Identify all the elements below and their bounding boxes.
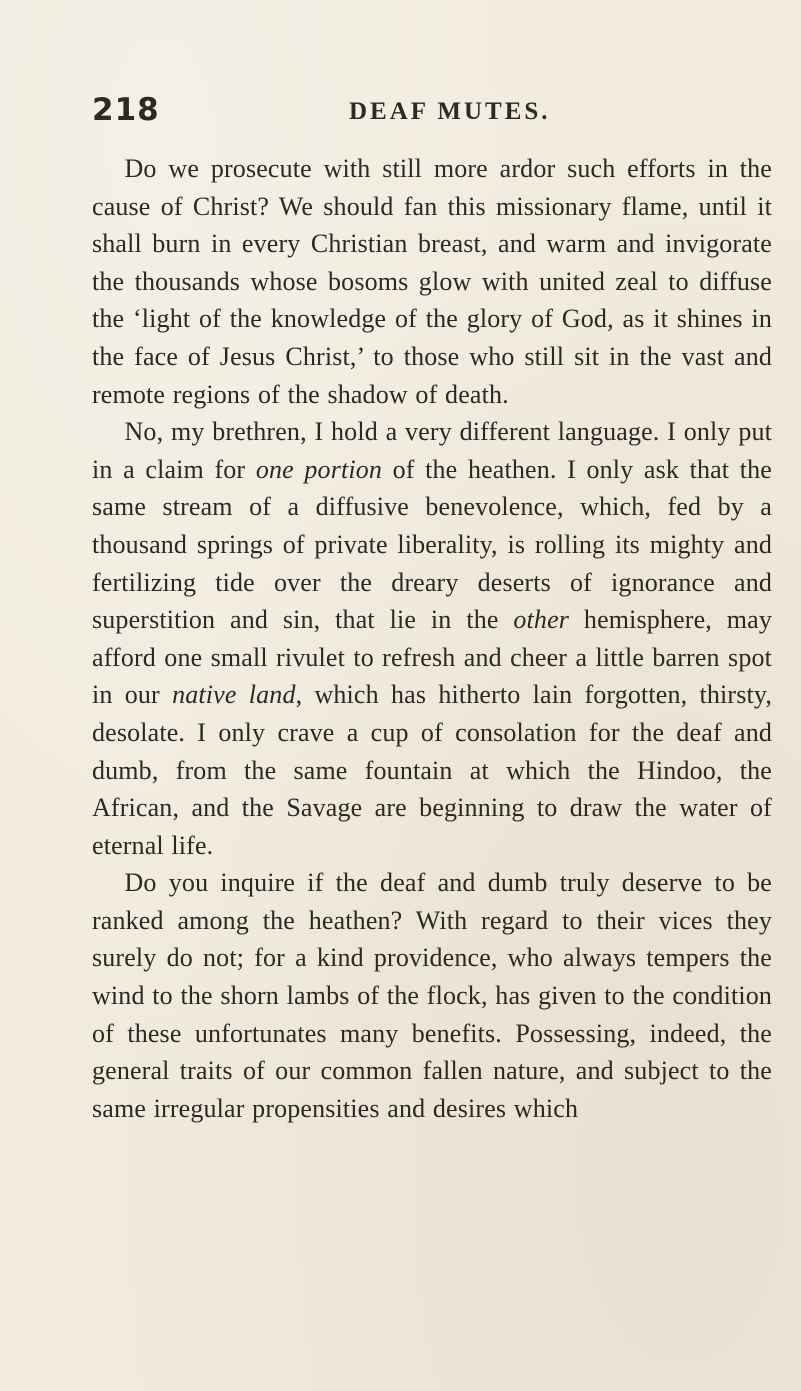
page-number: 218 (92, 92, 160, 128)
paragraph-2 (92, 413, 772, 864)
running-title: DEAF MUTES. (349, 98, 551, 125)
paragraph-1 (92, 150, 772, 413)
paragraph-2-text-b: of the heathen. I only ask that the same stream of a diffusive benevolence, which, fed by a thousand springs of private liberality, is rolling its mighty and fertilizing tide over the dreary deserts of ignorance and superstition and sin, that lie in the (92, 454, 772, 635)
italic-one-portion: one portion (255, 454, 383, 484)
paragraph-2-text-d: , which has hitherto lain forgotten, thirsty, desolate. I only crave a cup of consolation for the deaf and dumb, from the same fountain at which the Hindoo, the African, and the Savage are beginning to draw the water of eternal life. (92, 680, 772, 860)
paragraph-3 (92, 864, 772, 1127)
paragraph-1-text: Do we prosecute with still more ardor such efforts in the cause of Christ? We should fan this missionary flame, until it shall burn in every Christian breast, and warm and invigorate the thousands whose bosoms glow with united zeal to diffuse the ‘light of the knowledge of the glory of God, as it shines in the face of Jesus Christ,’ to those who still sit in the vast and remote regions of the shadow of death. (92, 154, 772, 409)
italic-native-land: native land (172, 680, 296, 710)
paragraph-2-text-c: hemisphere, may afford one small rivulet to refresh and cheer a little barren spot in our (92, 605, 772, 710)
paragraph-2-text-a: No, my brethren, I hold a very different language. I only put in a claim for (92, 417, 772, 484)
paragraph-3-text: Do you inquire if the deaf and dumb truly deserve to be ranked among the heathen? With regard to their vices they surely do not; for a kind providence, who always tempers the wind to the shorn lambs of the flock, has given to the condition of these unfortunates many benefits. Possessing, indeed, the general traits of our common fallen nature, and subject to the same irregular propensities and desires which (92, 868, 772, 1123)
italic-other: other (513, 605, 570, 635)
running-head (92, 92, 772, 132)
body-text (92, 150, 772, 1127)
